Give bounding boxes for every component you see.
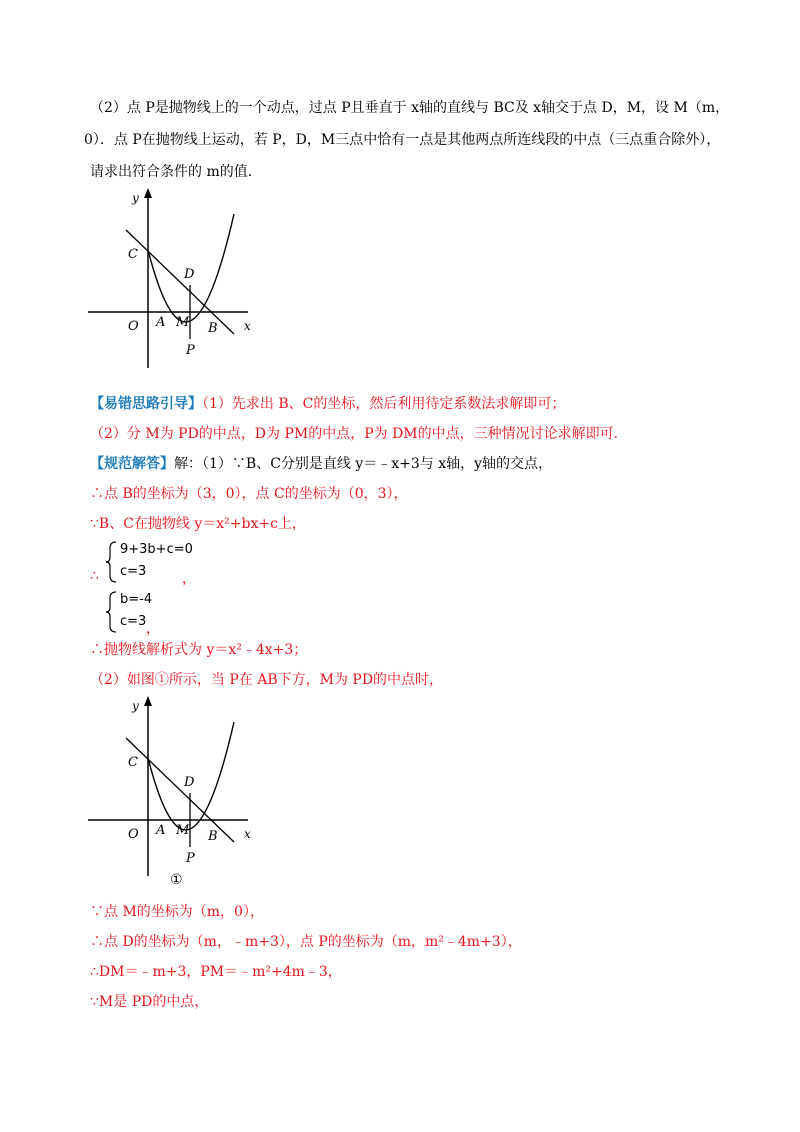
label-a: A: [156, 823, 166, 838]
continuation-line-3: ∴DM＝﹣m+3，PM＝﹣m²+4m﹣3，: [90, 964, 342, 980]
hint-line-2: （2）分 M为 PD的中点，D为 PM的中点，P为 DM的中点，三种情况讨论求解即可．: [90, 426, 628, 442]
label-b: B: [208, 829, 218, 844]
label-d: D: [184, 267, 195, 282]
label-b: B: [208, 321, 218, 336]
equation-3: b=-4: [120, 592, 153, 607]
solution-line-3: ∵B、C在抛物线 y＝x²+bx+c上，: [90, 516, 306, 532]
equation-4: c=3: [120, 614, 147, 629]
hint-text-1: （1）先求出 B、C的坐标，然后利用待定系数法求解即可；: [202, 396, 566, 412]
label-y: y: [132, 191, 139, 205]
problem-line-1: （2）点 P是抛物线上的一个动点，过点 P且垂直于 x轴的直线与 BC及 x轴交于点 D，M，设 M（m，: [90, 100, 730, 116]
solution-text-1: 解：（1）∵B、C分别是直线 y＝﹣x+3与 x轴，y轴的交点，: [174, 456, 553, 472]
brace-icon: [104, 540, 118, 584]
figure-caption: ①: [170, 872, 183, 888]
label-a: A: [156, 315, 166, 330]
label-m: M: [176, 315, 190, 330]
brace-icon: [104, 590, 118, 634]
solution-line-4: ∴抛物线解析式为 y＝x²﹣4x+3；: [90, 642, 308, 658]
problem-line-3: 请求出符合条件的 m的值．: [90, 164, 262, 180]
continuation-line-1: ∵点 M的坐标为（m，0），: [90, 904, 264, 920]
problem-line-2: 0）．点 P在抛物线上运动，若 P，D，M三点中恰有一点是其他两点所连线段的中点（三点重合除外），: [84, 132, 721, 148]
continuation-line-2: ∴点 D的坐标为（m，﹣m+3），点 P的坐标为（m，m²﹣4m+3），: [90, 934, 522, 950]
label-d: D: [184, 775, 195, 790]
label-o: O: [128, 827, 139, 842]
sys1-comma: ，: [182, 571, 196, 587]
equation-1: 9+3b+c=0: [120, 542, 193, 557]
y-axis-arrow: [144, 696, 152, 706]
y-axis-arrow: [144, 188, 152, 198]
label-p: P: [186, 851, 195, 866]
hint-line-1: [90, 394, 565, 414]
solution-tag: 【规范解答】: [90, 456, 174, 472]
label-c: C: [128, 247, 138, 262]
solution-line-2: ∴点 B的坐标为（3，0），点 C的坐标为（0，3），: [90, 486, 408, 502]
continuation-line-4: ∵M是 PD的中点，: [90, 994, 209, 1010]
label-o: O: [128, 319, 139, 334]
equation-system-1: [90, 540, 290, 586]
equation-2: c=3: [120, 564, 147, 579]
label-x: x: [244, 827, 251, 841]
label-y: y: [132, 699, 139, 713]
label-x: x: [244, 319, 251, 333]
equation-system-2: [90, 590, 290, 636]
hint-tag: 【易错思路引导】: [90, 396, 202, 412]
solution-line-1: [90, 454, 552, 474]
solution-line-5: （2）如图①所示，当 P在 AB下方，M为 PD的中点时，: [90, 672, 444, 688]
therefore-symbol: ∴: [90, 568, 99, 584]
sys2-comma: ，: [146, 621, 160, 637]
label-p: P: [186, 343, 195, 358]
parabola-figure-2: [88, 694, 258, 890]
label-c: C: [128, 755, 138, 770]
label-m: M: [176, 823, 190, 838]
parabola-figure-1: [88, 186, 258, 376]
